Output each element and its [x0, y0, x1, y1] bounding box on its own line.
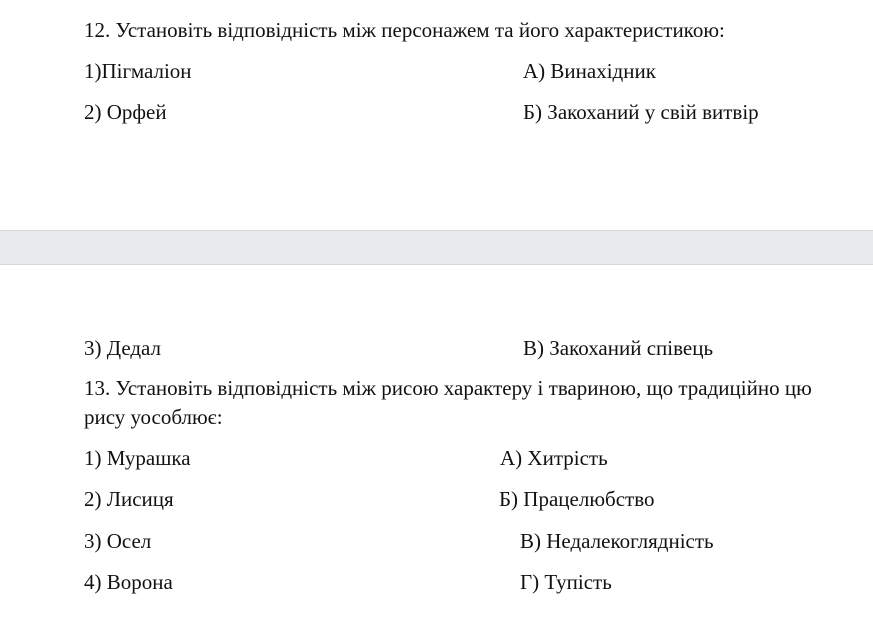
page-break-gap — [0, 230, 873, 265]
question-13-title-line-1: 13. Установіть відповідність між рисою характеру і твариною, що традиційно цю — [84, 376, 812, 400]
q12-left-item-1: 1)Пігмаліон — [84, 59, 192, 83]
document-page-2 — [0, 265, 873, 628]
q12-left-item-3: 3) Дедал — [84, 336, 162, 360]
q13-left-item-3: 3) Осел — [84, 529, 152, 553]
q13-right-item-a: А) Хитрість — [500, 446, 608, 470]
q13-right-item-d: Г) Тупість — [520, 570, 612, 594]
q12-right-item-c: В) Закоханий співець — [523, 336, 714, 360]
q13-left-item-4: 4) Ворона — [84, 570, 173, 594]
q12-right-item-a: А) Винахідник — [523, 59, 656, 83]
question-13-title-line-2: рису уособлює: — [84, 405, 223, 429]
q13-left-item-2: 2) Лисиця — [84, 487, 174, 511]
q13-right-item-b: Б) Працелюбство — [499, 487, 655, 511]
q13-left-item-1: 1) Мурашка — [84, 446, 191, 470]
document-page-1 — [0, 0, 873, 230]
q12-left-item-2: 2) Орфей — [84, 100, 167, 124]
q13-right-item-c: В) Недалекоглядність — [520, 529, 714, 553]
question-12-title: 12. Установіть відповідність між персонажем та його характеристикою: — [84, 18, 725, 42]
q12-right-item-b: Б) Закоханий у свій витвір — [523, 100, 759, 124]
